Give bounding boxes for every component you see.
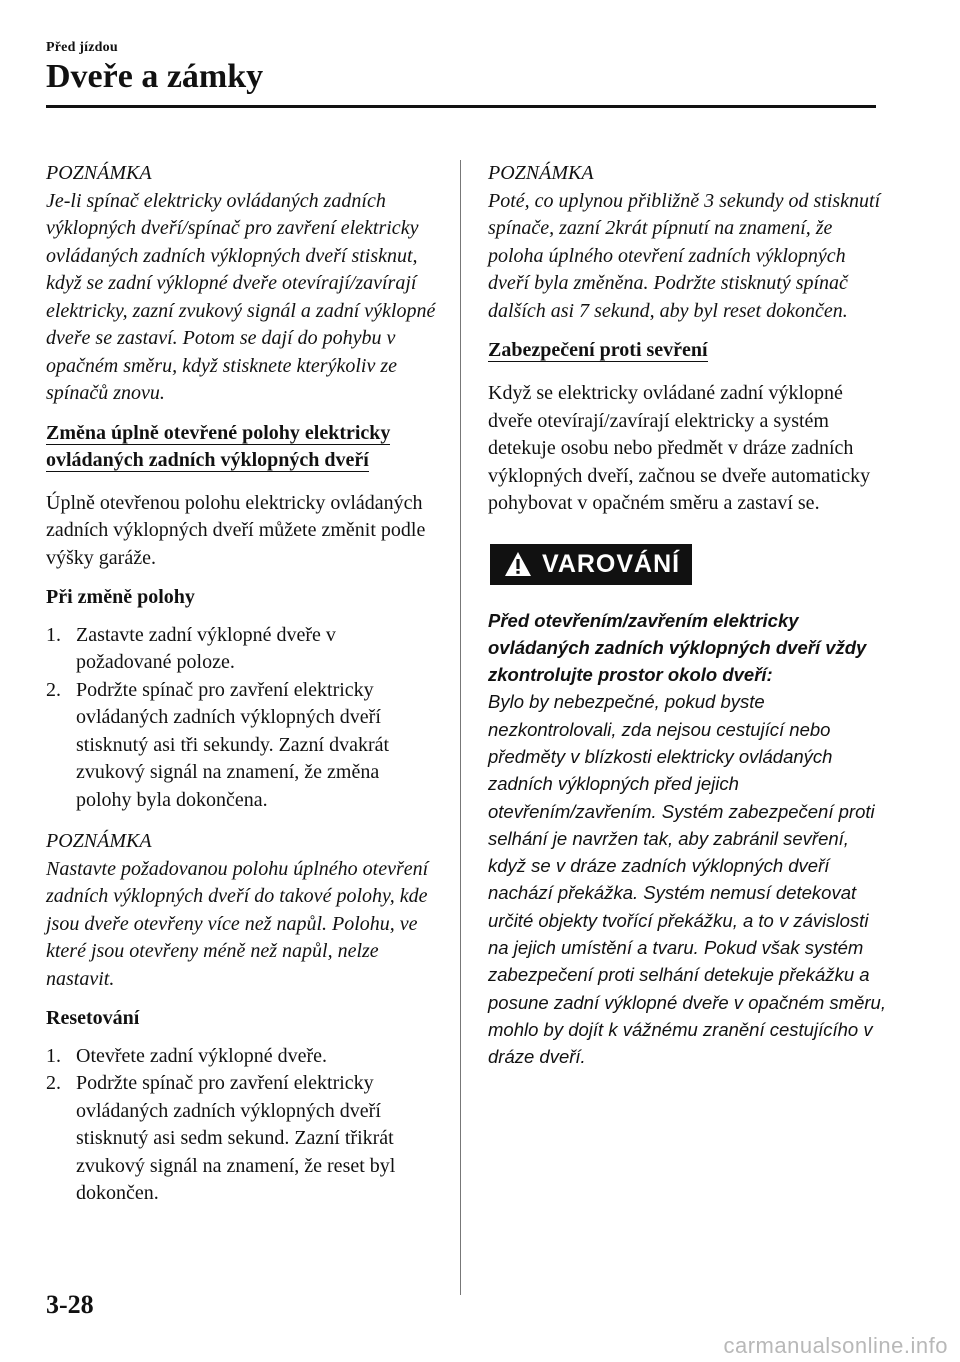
step-text: Zastavte zadní výklopné dveře v požadované poloze. bbox=[76, 623, 336, 673]
step-number: 2. bbox=[46, 1072, 61, 1094]
section-heading bbox=[488, 337, 888, 364]
step-number: 1. bbox=[46, 1044, 61, 1067]
label-reset: Resetování bbox=[46, 1007, 140, 1029]
column-divider bbox=[460, 160, 461, 1295]
note-text: Poté, co uplynou přibližně 3 sekundy od stisknutí spínače, zazní 2krát pípnutí na znamení, že poloha úplného otevření zadních výklopných dveří byla změněna. Podržte stisknutý spínač dalších asi 7 sekund, aby byl reset dokončen. bbox=[488, 189, 881, 322]
section-kicker: Před jízdou bbox=[46, 40, 118, 55]
list-item bbox=[46, 622, 436, 677]
step-text: Podržte spínač pro zavření elektricky ovládaných zadních výklopných dveří stisknutý asi sedm sekund. Zazní třikrát zvukový signál na znamení, že reset byl dokončen. bbox=[76, 1072, 396, 1204]
note-text: Nastavte požadovanou polohu úplného otevření zadních výklopných dveří do takové polohy, kde jsou dveře otevřeny více než napůl. Polohu, ve které jsou otevřeny méně než napůl, nelze nastavit. bbox=[46, 857, 429, 990]
note-title: POZNÁMKA bbox=[46, 162, 152, 184]
warning-badge bbox=[490, 544, 692, 585]
step-text: Podržte spínač pro zavření elektricky ovládaných zadních výklopných dveří stisknutý asi tři sekundy. Zazní dvakrát zvukový signál na znamení, že změna polohy byla dokončena. bbox=[76, 678, 390, 811]
paragraph: Úplně otevřenou polohu elektricky ovládaných zadních výklopných dveří můžete změnit podle výšky garáže. bbox=[46, 491, 426, 569]
label-change-position: Při změně polohy bbox=[46, 586, 195, 608]
left-column bbox=[46, 160, 436, 1222]
right-column bbox=[488, 160, 888, 1071]
heading-anti-pinch: Zabezpečení proti sevření bbox=[488, 339, 708, 361]
warning-body: Bylo by nebezpečné, pokud byste nezkontrolovali, zda nejsou cestující nebo předměty v blízkosti elektricky ovládaných zadních výklopných před jejich otevřením/zavřením. Systém zabezpečení proti selhání je navržen tak, aby zabránil sevření, když se v dráze zadních výklopných dveří nachází překážka. Systém nemusí detekovat určité objekty tvořící překážku, a to v závislosti na jejich umístění a tvaru. Pokud však systém zabezpečení proti selhání detekuje překážku a posune zadní výklopné dveře v opačném směru, mohlo by dojít k vážnému zranění cestujícího v dráze dveří. bbox=[488, 691, 886, 1068]
heading-change-position: Změna úplně otevřené polohy elektricky ovládaných zadních výklopných dveří bbox=[46, 421, 391, 471]
paragraph: Když se elektricky ovládané zadní výklopné dveře otevírají/zavírají elektricky a systém detekuje osobu nebo předmět v dráze zadních výklopných dveří, začnou se dveře automaticky pohybovat v opačném směru a zastaví se. bbox=[488, 382, 871, 514]
warning-label: VAROVÁNÍ bbox=[542, 549, 681, 578]
section-heading bbox=[46, 420, 436, 474]
steps-reset bbox=[46, 1043, 436, 1208]
step-text: Otevřete zadní výklopné dveře. bbox=[76, 1044, 328, 1067]
header-rule bbox=[46, 105, 876, 108]
list-item bbox=[46, 1043, 436, 1071]
note-text: Je-li spínač elektricky ovládaných zadních výklopných dveří/spínač pro zavření elektricky ovládaných zadních výklopných dveří stisknut, když se zadní výklopné dveře otevírají/zavírají elektricky, zazní zvukový signál a zadní výklopné dveře se zastaví. Potom se dají do pohybu v opačném směru, když stisknete kterýkoliv ze spínačů znovu. bbox=[46, 189, 436, 404]
note-title: POZNÁMKA bbox=[46, 830, 152, 852]
step-number: 2. bbox=[46, 678, 61, 701]
list-item bbox=[46, 1070, 436, 1208]
warning-triangle-icon bbox=[504, 551, 532, 577]
watermark: carmanualsonline.info bbox=[723, 1333, 948, 1358]
list-item bbox=[46, 677, 436, 815]
note-box bbox=[46, 160, 436, 408]
note-box bbox=[46, 828, 436, 993]
page-number: 3-28 bbox=[46, 1290, 94, 1319]
step-number: 1. bbox=[46, 623, 61, 646]
page-header bbox=[46, 40, 876, 108]
page-title: Dveře a zámky bbox=[46, 58, 264, 95]
note-title: POZNÁMKA bbox=[488, 162, 594, 184]
note-box bbox=[488, 160, 888, 325]
steps-change-position bbox=[46, 622, 436, 815]
warning-lead: Před otevřením/zavřením elektricky ovládaných zadních výklopných dveří vždy zkontrolujte prostor okolo dveří: bbox=[488, 609, 867, 686]
warning-text bbox=[488, 607, 888, 1071]
